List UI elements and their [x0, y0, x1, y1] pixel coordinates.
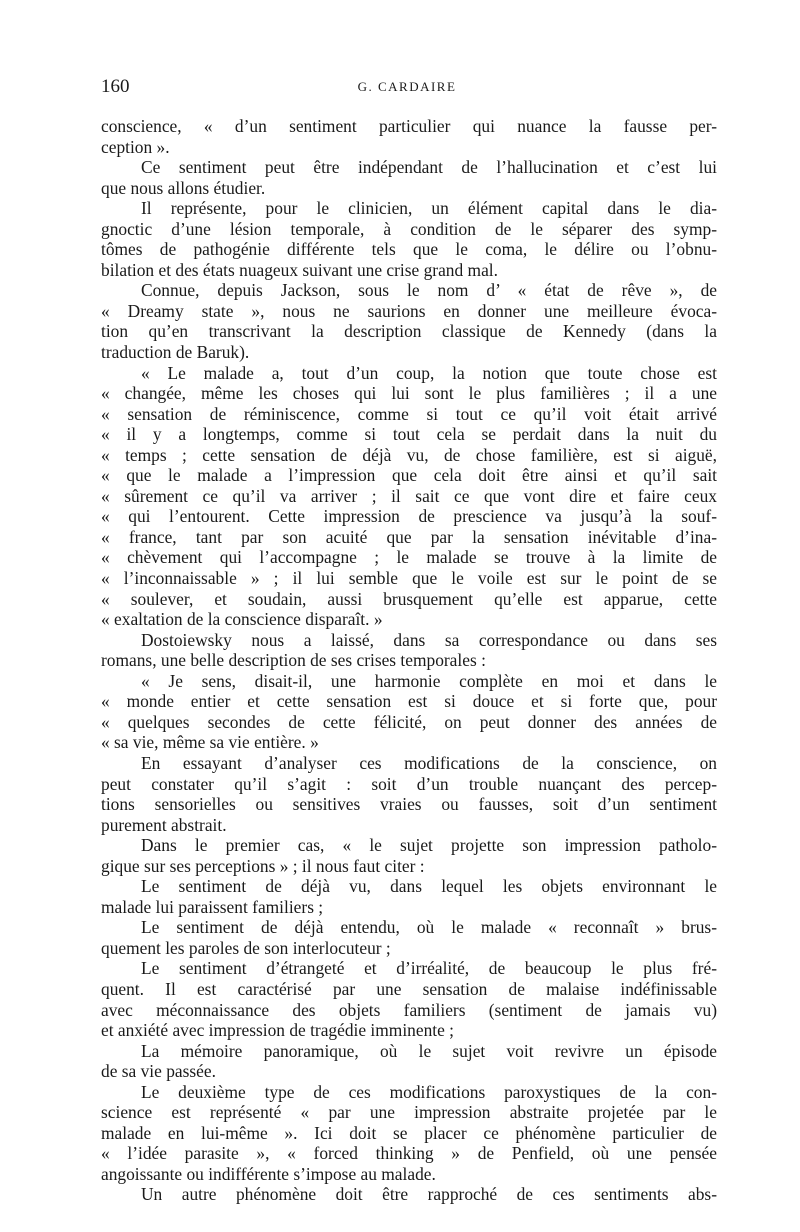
- page-number: 160: [101, 76, 130, 97]
- text-line: « sûrement ce qu’il va arriver ; il sait ce que vont dire et faire ceux: [101, 485, 717, 506]
- text-line: gique sur ses perceptions » ; il nous faut citer :: [101, 855, 425, 876]
- text-line: quement les paroles de son interlocuteur ;: [101, 937, 391, 958]
- text-line: peut constater qu’il s’agit : soit d’un trouble nuançant des percep-: [101, 773, 717, 794]
- page-header: [101, 76, 713, 100]
- text-line: gnoctic d’une lésion temporale, à condition de le séparer des symp-: [101, 218, 717, 239]
- text-line: tômes de pathogénie différente tels que le coma, le délire ou l’obnu-: [101, 239, 717, 260]
- text-line: Le sentiment de déjà entendu, où le malade « reconnaît » brus-: [141, 917, 717, 938]
- text-line: Dans le premier cas, « le sujet projette son impression patholo-: [141, 835, 717, 856]
- text-line: Le deuxième type de ces modifications paroxystiques de la con-: [141, 1081, 717, 1102]
- text-line: de sa vie passée.: [101, 1061, 216, 1082]
- text-line: angoissante ou indifférente s’impose au malade.: [101, 1163, 436, 1184]
- text-line: « Le malade a, tout d’un coup, la notion que toute chose est: [141, 362, 717, 383]
- text-line: Ce sentiment peut être indépendant de l’hallucination et c’est lui: [141, 157, 717, 178]
- text-line: « l’inconnaissable » ; il lui semble que le voile est sur le point de se: [101, 568, 717, 589]
- text-line: purement abstrait.: [101, 814, 227, 835]
- text-line: « exaltation de la conscience disparaît. »: [101, 609, 383, 630]
- text-line: La mémoire panoramique, où le sujet voit revivre un épisode: [141, 1040, 717, 1061]
- text-line: « qui l’entourent. Cette impression de prescience va jusqu’à la souf-: [101, 506, 717, 527]
- text-line: ception ».: [101, 136, 170, 157]
- text-line: Le sentiment de déjà vu, dans lequel les objets environnant le: [141, 876, 717, 897]
- text-line: « Dreamy state », nous ne saurions en donner une meilleure évoca-: [101, 300, 717, 321]
- text-line: Un autre phénomène doit être rapproché de ces sentiments abs-: [141, 1184, 717, 1205]
- text-line: bilation et des états nuageux suivant une crise grand mal.: [101, 259, 498, 280]
- text-line: « soulever, et soudain, aussi brusquement qu’elle est apparue, cette: [101, 588, 717, 609]
- text-line: « france, tant par son acuité que par la sensation inévitable d’ina-: [101, 526, 717, 547]
- text-line: Le sentiment d’étrangeté et d’irréalité, de beaucoup le plus fré-: [141, 958, 717, 979]
- text-line: tion qu’en transcrivant la description classique de Kennedy (dans la: [101, 321, 717, 342]
- body-text: [101, 116, 717, 1205]
- text-line: « que le malade a l’impression que cela doit être ainsi et qu’il sait: [101, 465, 717, 486]
- text-line: « sensation de réminiscence, comme si tout ce qu’il voit était arrivé: [101, 403, 717, 424]
- text-line: quent. Il est caractérisé par une sensation de malaise indéfinissable: [101, 978, 717, 999]
- text-line: « monde entier et cette sensation est si douce et si forte que, pour: [101, 691, 717, 712]
- text-line: « temps ; cette sensation de déjà vu, de chose familière, est si aiguë,: [101, 444, 717, 465]
- text-line: En essayant d’analyser ces modifications de la conscience, on: [141, 752, 717, 773]
- text-line: « sa vie, même sa vie entière. »: [101, 732, 319, 753]
- text-line: et anxiété avec impression de tragédie imminente ;: [101, 1020, 454, 1041]
- text-line: Connue, depuis Jackson, sous le nom d’ « état de rêve », de: [141, 280, 717, 301]
- text-line: que nous allons étudier.: [101, 177, 266, 198]
- text-line: malade lui paraissent familiers ;: [101, 896, 324, 917]
- text-line: Il représente, pour le clinicien, un élément capital dans le dia-: [141, 198, 717, 219]
- text-line: « changée, même les choses qui lui sont le plus familières ; il a une: [101, 383, 717, 404]
- text-line: « quelques secondes de cette félicité, on peut donner des années de: [101, 711, 717, 732]
- text-line: « il y a longtemps, comme si tout cela se perdait dans la nuit du: [101, 424, 717, 445]
- text-line: malade en lui-même ». Ici doit se placer ce phénomène particulier de: [101, 1122, 717, 1143]
- running-head: G. CARDAIRE: [357, 79, 457, 94]
- text-line: tions sensorielles ou sensitives vraies ou fausses, soit d’un sentiment: [101, 794, 717, 815]
- text-line: « chèvement qui l’accompagne ; le malade se trouve à la limite de: [101, 547, 717, 568]
- text-line: « Je sens, disait-il, une harmonie complète en moi et dans le: [141, 670, 717, 691]
- text-line: conscience, « d’un sentiment particulier qui nuance la fausse per-: [101, 116, 717, 136]
- text-line: traduction de Baruk).: [101, 342, 250, 363]
- text-line: science est représenté « par une impression abstraite projetée par le: [101, 1102, 717, 1123]
- text-line: « l’idée parasite », « forced thinking » de Penfield, où une pensée: [101, 1143, 717, 1164]
- text-line: avec méconnaissance des objets familiers (sentiment de jamais vu): [101, 999, 717, 1020]
- text-line: romans, une belle description de ses crises temporales :: [101, 650, 486, 671]
- text-line: Dostoiewsky nous a laissé, dans sa correspondance ou dans ses: [141, 629, 717, 650]
